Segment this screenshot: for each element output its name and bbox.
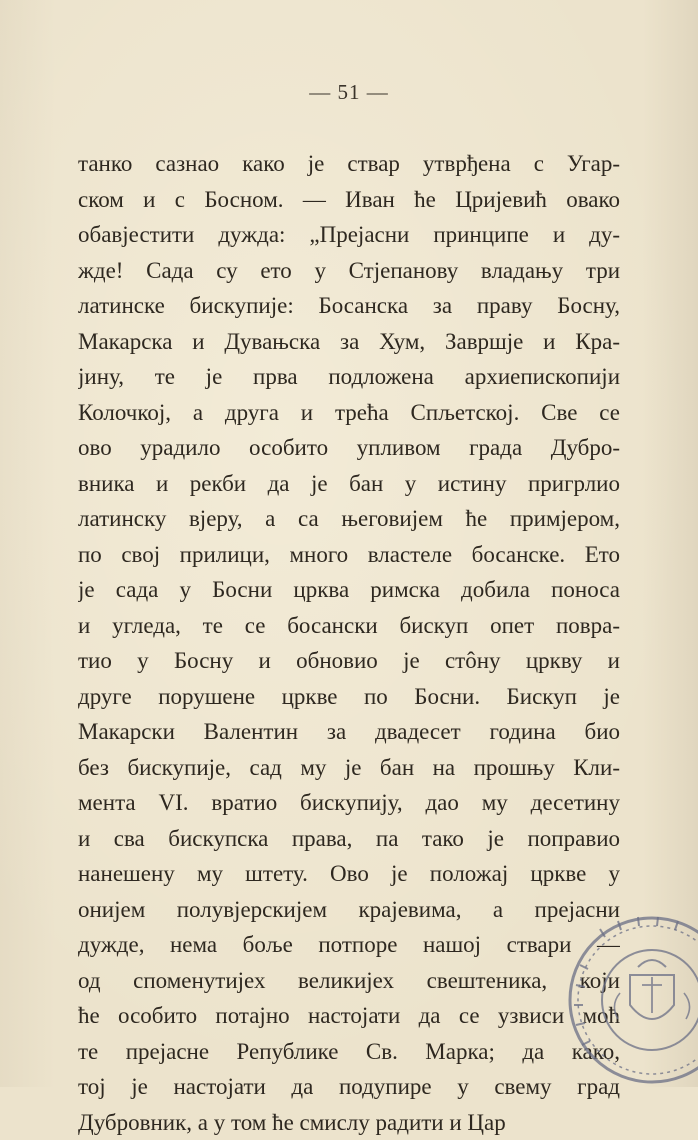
body-text: [78, 146, 620, 1140]
text-line: Колочкој, а друга и трећа Спљетској. Све се: [78, 395, 620, 431]
text-line: дужде, нема боље потпоре нашој ствари —: [78, 927, 620, 963]
library-stamp-icon: [560, 905, 698, 1087]
text-line: Дубровник, а у том ће смислу радити и Цар: [78, 1105, 620, 1140]
text-line: нанешену му штету. Ово је положај цркве у: [78, 856, 620, 892]
text-line: мента VI. вратио бискупију, дао му десетину: [78, 785, 620, 821]
text-line: друге порушене цркве по Босни. Бискуп је: [78, 679, 620, 715]
text-line: те прејасне Републике Св. Марка; да како,: [78, 1034, 620, 1070]
text-line: без бискупије, сад му је бан на прошњу Кли-: [78, 750, 620, 786]
text-line: Макарска и Дувањска за Хум, Завршје и Кра-: [78, 324, 620, 360]
text-line: тио у Босну и обновио је стôну цркву и: [78, 643, 620, 679]
text-line: тој је настојати да подупире у свему град: [78, 1069, 620, 1105]
page-number: — 51 —: [0, 80, 698, 105]
text-line: по свој прилици, много властеле босанске. Ето: [78, 537, 620, 573]
text-line: ће особито потајно настојати да се узвиси моћ: [78, 998, 620, 1034]
text-line: обавјестити дужда: „Прејасни принципе и ду-: [78, 217, 620, 253]
text-line: јину, те је прва подложена архиепископији: [78, 359, 620, 395]
text-line: и угледа, те се босански бискуп опет повра-: [78, 608, 620, 644]
text-line: латинску вјеру, а са његовијем ће примјером,: [78, 501, 620, 537]
text-line: и сва бискупска права, па тако је поправио: [78, 821, 620, 857]
text-line: Макарски Валентин за двадесет година био: [78, 714, 620, 750]
text-line: танко сазнао како је ствар утврђена с Угар-: [78, 146, 620, 182]
text-line: од споменутијех великијех свештеника, који: [78, 963, 620, 999]
text-line: латинске бискупије: Босанска за праву Босну,: [78, 288, 620, 324]
text-line: жде! Сада су ето у Стјепанову владању три: [78, 253, 620, 289]
text-line: онијем полувјерскијем крајевима, а прејасни: [78, 892, 620, 928]
text-line: ском и с Босном. — Иван ће Цријевић овако: [78, 182, 620, 218]
text-line: је сада у Босни црква римска добила поноса: [78, 572, 620, 608]
text-line: вника и рекби да је бан у истину пригрлио: [78, 466, 620, 502]
text-line: ово урадило особито упливом града Дубро-: [78, 430, 620, 466]
